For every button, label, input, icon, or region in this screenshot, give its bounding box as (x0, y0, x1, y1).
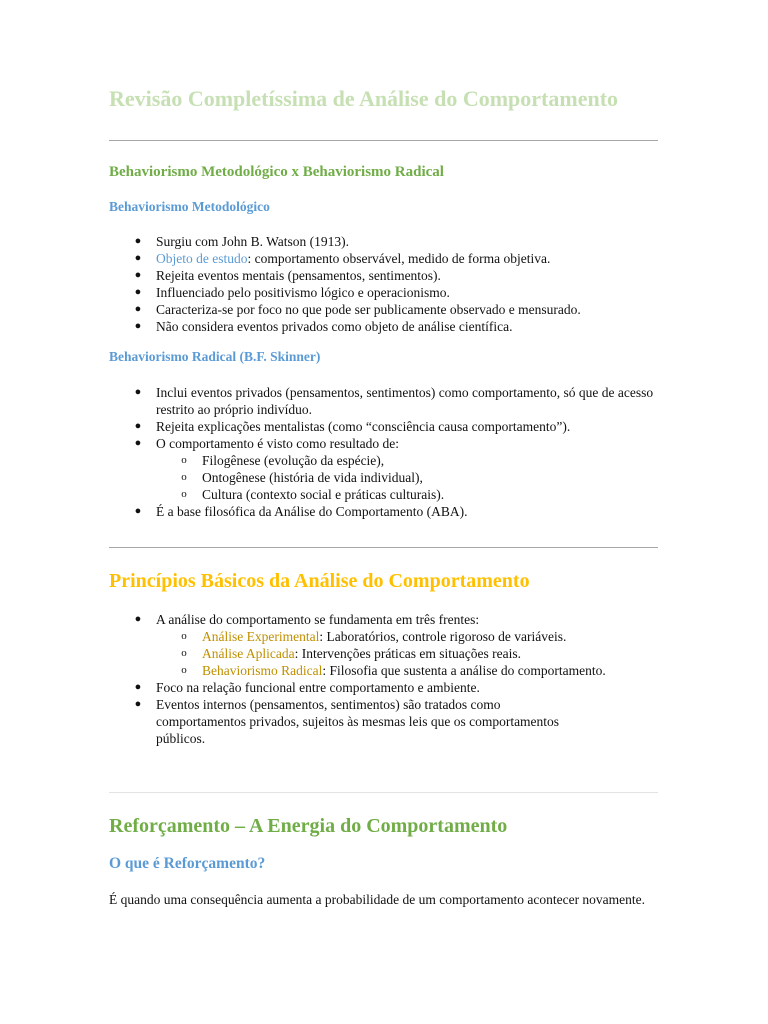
term-separator: : (247, 251, 255, 266)
sub-bullet-icon: o (181, 664, 187, 676)
list-item (109, 503, 669, 520)
list-item-text: Caracteriza-se por foco no que pode ser publicamente observado e mensurado. (156, 302, 581, 317)
bullet-icon: ● (134, 269, 142, 281)
list-item-text: Não considera eventos privados como objeto de análise científica. (156, 319, 513, 334)
list-item-text: A análise do comportamento se fundamenta em três frentes: (156, 612, 480, 627)
list-item-text: É a base filosófica da Análise do Comportamento (ABA). (156, 504, 468, 519)
list-item (109, 284, 669, 301)
sub-bullet-icon: o (181, 488, 187, 500)
list-item (109, 696, 576, 747)
list-item (109, 418, 669, 435)
list-item (109, 679, 669, 696)
bullet-icon: ● (134, 437, 142, 449)
list-item-text: O comportamento é visto como resultado de: (156, 436, 399, 451)
list-item (109, 267, 669, 284)
list-item (109, 233, 669, 250)
bullet-icon: ● (134, 303, 142, 315)
horizontal-rule (109, 792, 658, 793)
list-item-text: Surgiu com John B. Watson (1913). (156, 234, 350, 249)
paragraph-reinforcement-definition: É quando uma consequência aumenta a probabilidade de um comportamento acontecer novamente. (109, 892, 646, 907)
sub-bullet-icon: o (181, 454, 187, 466)
sublist-item-text: Cultura (contexto social e práticas culturais). (202, 487, 445, 502)
sublist-origins (156, 452, 669, 503)
sub-bullet-icon: o (181, 471, 187, 483)
term-label: Análise Aplicada (202, 646, 295, 661)
subheading-metodologico: Behaviorismo Metodológico (109, 199, 270, 214)
list-metodologico (109, 233, 669, 335)
list-item (109, 301, 669, 318)
list-item-text: comportamento observável, medido de forma objetiva. (254, 251, 551, 266)
list-item-text: Rejeita explicações mentalistas (como “consciência causa comportamento”). (156, 419, 571, 434)
sublist-item-text: : Laboratórios, controle rigoroso de variáveis. (319, 629, 567, 644)
section-heading-principios: Princípios Básicos da Análise do Comportamento (109, 570, 530, 592)
list-item-text: Influenciado pelo positivismo lógico e operacionismo. (156, 285, 450, 300)
list-item (109, 384, 669, 418)
bullet-icon: ● (134, 420, 142, 432)
bullet-icon: ● (134, 386, 142, 398)
subheading-radical: Behaviorismo Radical (B.F. Skinner) (109, 349, 321, 364)
sublist-item (109, 452, 669, 469)
sub-bullet-icon: o (181, 630, 187, 642)
sublist-fronts (156, 628, 669, 679)
bullet-icon: ● (134, 698, 142, 710)
list-item (109, 611, 669, 679)
bullet-icon: ● (134, 505, 142, 517)
bullet-icon: ● (134, 252, 142, 264)
list-item-text: Foco na relação funcional entre comportamento e ambiente. (156, 680, 480, 695)
list-item-text: Inclui eventos privados (pensamentos, sentimentos) como comportamento, só que de acesso restrito ao próprio indivíduo. (156, 385, 654, 417)
sublist-item-text: : Intervenções práticas em situações reais. (294, 646, 522, 661)
sub-bullet-icon: o (181, 647, 187, 659)
subheading-what-is-reinforcement: O que é Reforçamento? (109, 855, 266, 872)
bullet-icon: ● (134, 681, 142, 693)
sublist-item-text: Ontogênese (história de vida individual), (202, 470, 423, 485)
sublist-item (109, 486, 669, 503)
list-item-text: Eventos internos (pensamentos, sentimentos) são tratados como comportamentos privados, sujeitos às mesmas leis que os comportamentos públicos. (156, 697, 560, 746)
list-item (109, 250, 669, 267)
term-label: Behaviorismo Radical (202, 663, 323, 678)
sublist-item (109, 469, 669, 486)
sublist-item (109, 662, 669, 679)
list-principios (109, 611, 669, 747)
bullet-icon: ● (134, 613, 142, 625)
section-heading-behaviorisms: Behaviorismo Metodológico x Behaviorismo Radical (109, 164, 444, 180)
sublist-item-text: : Filosofia que sustenta a análise do comportamento. (322, 663, 606, 678)
horizontal-rule (109, 547, 658, 548)
horizontal-rule (109, 140, 658, 141)
term-label: Análise Experimental (202, 629, 320, 644)
bullet-icon: ● (134, 286, 142, 298)
bullet-icon: ● (134, 320, 142, 332)
document-title: Revisão Completíssima de Análise do Comportamento (109, 86, 619, 111)
list-item (109, 318, 669, 335)
list-item (109, 435, 669, 503)
term-label: Objeto de estudo (156, 251, 248, 266)
section-heading-reforcamento: Reforçamento – A Energia do Comportamento (109, 815, 508, 837)
sublist-item (109, 628, 669, 645)
bullet-icon: ● (134, 235, 142, 247)
sublist-item-text: Filogênese (evolução da espécie), (202, 453, 385, 468)
list-radical (109, 384, 669, 520)
sublist-item (109, 645, 669, 662)
list-item-text: Rejeita eventos mentais (pensamentos, sentimentos). (156, 268, 441, 283)
